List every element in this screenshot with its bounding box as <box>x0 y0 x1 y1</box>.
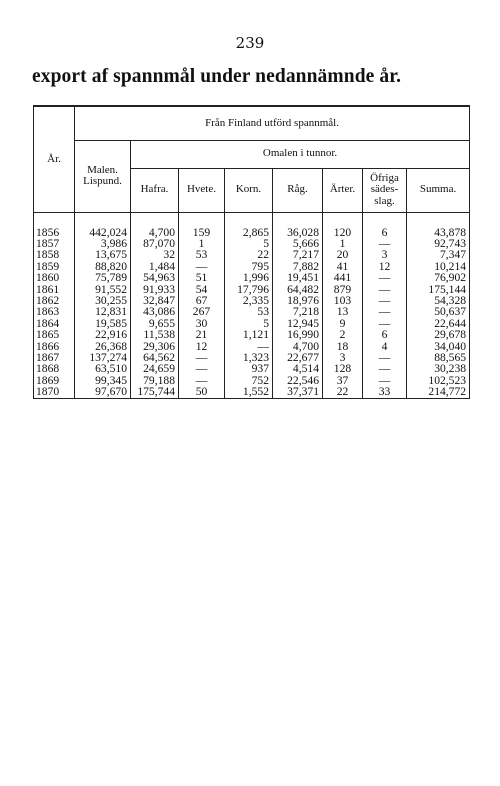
cell-summa: 50,637 <box>407 306 470 317</box>
cell-ofriga: 4 <box>363 341 407 352</box>
cell-hvete: 53 <box>179 249 225 260</box>
cell-hvete: 51 <box>179 272 225 283</box>
cell-korn: 5 <box>225 318 273 329</box>
cell-summa: 92,743 <box>407 238 470 249</box>
header-hafra: Hafra. <box>131 168 179 212</box>
cell-hafra: 4,700 <box>131 212 179 238</box>
table-row <box>34 272 470 283</box>
cell-hvete: 30 <box>179 318 225 329</box>
cell-rag: 7,217 <box>273 249 323 260</box>
cell-malen: 12,831 <box>75 306 131 317</box>
cell-year: 1856 <box>34 212 75 238</box>
cell-ofriga: — <box>363 295 407 306</box>
cell-korn: 22 <box>225 249 273 260</box>
cell-year: 1870 <box>34 386 75 398</box>
table-header <box>34 106 470 212</box>
header-malen: Malen. Lispund. <box>75 140 131 212</box>
cell-arter: 22 <box>323 386 363 398</box>
cell-hvete: — <box>179 261 225 272</box>
cell-summa: 30,238 <box>407 363 470 374</box>
cell-arter: 120 <box>323 212 363 238</box>
cell-rag: 12,945 <box>273 318 323 329</box>
cell-ofriga: 3 <box>363 249 407 260</box>
cell-arter: 3 <box>323 352 363 363</box>
cell-rag: 22,546 <box>273 375 323 386</box>
cell-malen: 13,675 <box>75 249 131 260</box>
page-heading: export af spannmål under nedannämnde år. <box>32 66 402 87</box>
cell-malen: 137,274 <box>75 352 131 363</box>
table-row <box>34 212 470 238</box>
header-ofriga: Öfriga sädes-slag. <box>363 168 407 212</box>
cell-hafra: 9,655 <box>131 318 179 329</box>
cell-ofriga: — <box>363 352 407 363</box>
cell-hvete: — <box>179 363 225 374</box>
cell-korn: 53 <box>225 306 273 317</box>
cell-hafra: 91,933 <box>131 284 179 295</box>
cell-rag: 64,482 <box>273 284 323 295</box>
header-summa: Summa. <box>407 168 470 212</box>
cell-arter: 9 <box>323 318 363 329</box>
cell-korn: 1,121 <box>225 329 273 340</box>
cell-malen: 75,789 <box>75 272 131 283</box>
cell-rag: 22,677 <box>273 352 323 363</box>
header-arter: Ärter. <box>323 168 363 212</box>
cell-arter: 103 <box>323 295 363 306</box>
cell-year: 1861 <box>34 284 75 295</box>
cell-malen: 88,820 <box>75 261 131 272</box>
cell-korn: 795 <box>225 261 273 272</box>
cell-arter: 20 <box>323 249 363 260</box>
cell-hafra: 29,306 <box>131 341 179 352</box>
cell-malen: 99,345 <box>75 375 131 386</box>
cell-hafra: 54,963 <box>131 272 179 283</box>
cell-year: 1869 <box>34 375 75 386</box>
cell-hafra: 24,659 <box>131 363 179 374</box>
cell-malen: 30,255 <box>75 295 131 306</box>
cell-ofriga: — <box>363 363 407 374</box>
cell-summa: 29,678 <box>407 329 470 340</box>
cell-malen: 26,368 <box>75 341 131 352</box>
cell-ofriga: 6 <box>363 212 407 238</box>
cell-arter: 41 <box>323 261 363 272</box>
cell-rag: 36,028 <box>273 212 323 238</box>
cell-summa: 7,347 <box>407 249 470 260</box>
cell-hafra: 11,538 <box>131 329 179 340</box>
cell-year: 1866 <box>34 341 75 352</box>
cell-hvete: 67 <box>179 295 225 306</box>
cell-korn: 1,552 <box>225 386 273 398</box>
cell-malen: 97,670 <box>75 386 131 398</box>
cell-hvete: 21 <box>179 329 225 340</box>
cell-ofriga: — <box>363 318 407 329</box>
cell-year: 1867 <box>34 352 75 363</box>
cell-ofriga: — <box>363 272 407 283</box>
cell-summa: 34,040 <box>407 341 470 352</box>
cell-hvete: — <box>179 375 225 386</box>
cell-summa: 43,878 <box>407 212 470 238</box>
cell-hafra: 64,562 <box>131 352 179 363</box>
cell-korn: 1,323 <box>225 352 273 363</box>
cell-rag: 19,451 <box>273 272 323 283</box>
table-row <box>34 329 470 340</box>
cell-ofriga: 6 <box>363 329 407 340</box>
cell-rag: 37,371 <box>273 386 323 398</box>
cell-korn: — <box>225 341 273 352</box>
cell-arter: 879 <box>323 284 363 295</box>
cell-year: 1859 <box>34 261 75 272</box>
cell-ofriga: — <box>363 306 407 317</box>
cell-hvete: 159 <box>179 212 225 238</box>
cell-korn: 2,865 <box>225 212 273 238</box>
cell-summa: 88,565 <box>407 352 470 363</box>
cell-hvete: 54 <box>179 284 225 295</box>
cell-year: 1860 <box>34 272 75 283</box>
cell-rag: 5,666 <box>273 238 323 249</box>
cell-rag: 4,514 <box>273 363 323 374</box>
cell-arter: 2 <box>323 329 363 340</box>
cell-ofriga: — <box>363 375 407 386</box>
cell-hvete: — <box>179 352 225 363</box>
export-table-container <box>33 105 469 399</box>
cell-hvete: 267 <box>179 306 225 317</box>
cell-malen: 91,552 <box>75 284 131 295</box>
header-rag: Råg. <box>273 168 323 212</box>
cell-year: 1864 <box>34 318 75 329</box>
cell-malen: 63,510 <box>75 363 131 374</box>
grain-export-table <box>33 105 470 399</box>
cell-hafra: 43,086 <box>131 306 179 317</box>
cell-malen: 3,986 <box>75 238 131 249</box>
cell-summa: 175,144 <box>407 284 470 295</box>
cell-korn: 5 <box>225 238 273 249</box>
cell-rag: 18,976 <box>273 295 323 306</box>
cell-summa: 76,902 <box>407 272 470 283</box>
cell-arter: 18 <box>323 341 363 352</box>
cell-ofriga: 33 <box>363 386 407 398</box>
cell-ofriga: — <box>363 284 407 295</box>
cell-hafra: 1,484 <box>131 261 179 272</box>
cell-hafra: 32 <box>131 249 179 260</box>
header-omalen: Omalen i tunnor. <box>131 140 470 168</box>
cell-ofriga: — <box>363 238 407 249</box>
cell-year: 1863 <box>34 306 75 317</box>
cell-ofriga: 12 <box>363 261 407 272</box>
cell-malen: 22,916 <box>75 329 131 340</box>
cell-hvete: 12 <box>179 341 225 352</box>
cell-korn: 937 <box>225 363 273 374</box>
cell-hafra: 175,744 <box>131 386 179 398</box>
page-number: 239 <box>235 34 265 52</box>
cell-summa: 10,214 <box>407 261 470 272</box>
cell-summa: 22,644 <box>407 318 470 329</box>
cell-korn: 752 <box>225 375 273 386</box>
cell-hafra: 79,188 <box>131 375 179 386</box>
cell-year: 1858 <box>34 249 75 260</box>
cell-rag: 4,700 <box>273 341 323 352</box>
cell-arter: 37 <box>323 375 363 386</box>
cell-malen: 19,585 <box>75 318 131 329</box>
cell-korn: 2,335 <box>225 295 273 306</box>
cell-korn: 1,996 <box>225 272 273 283</box>
cell-hafra: 32,847 <box>131 295 179 306</box>
header-korn: Korn. <box>225 168 273 212</box>
header-group: Från Finland utförd spannmål. <box>75 106 470 140</box>
cell-hvete: 1 <box>179 238 225 249</box>
table-row <box>34 386 470 398</box>
cell-korn: 17,796 <box>225 284 273 295</box>
cell-year: 1862 <box>34 295 75 306</box>
cell-hvete: 50 <box>179 386 225 398</box>
cell-rag: 7,218 <box>273 306 323 317</box>
cell-year: 1865 <box>34 329 75 340</box>
header-year: År. <box>34 106 75 212</box>
cell-rag: 7,882 <box>273 261 323 272</box>
table-body <box>34 212 470 398</box>
cell-summa: 102,523 <box>407 375 470 386</box>
cell-summa: 214,772 <box>407 386 470 398</box>
cell-hafra: 87,070 <box>131 238 179 249</box>
cell-year: 1857 <box>34 238 75 249</box>
cell-arter: 1 <box>323 238 363 249</box>
header-hvete: Hvete. <box>179 168 225 212</box>
cell-arter: 13 <box>323 306 363 317</box>
cell-arter: 128 <box>323 363 363 374</box>
table-row <box>34 249 470 260</box>
cell-malen: 442,024 <box>75 212 131 238</box>
cell-year: 1868 <box>34 363 75 374</box>
cell-rag: 16,990 <box>273 329 323 340</box>
cell-arter: 441 <box>323 272 363 283</box>
cell-summa: 54,328 <box>407 295 470 306</box>
